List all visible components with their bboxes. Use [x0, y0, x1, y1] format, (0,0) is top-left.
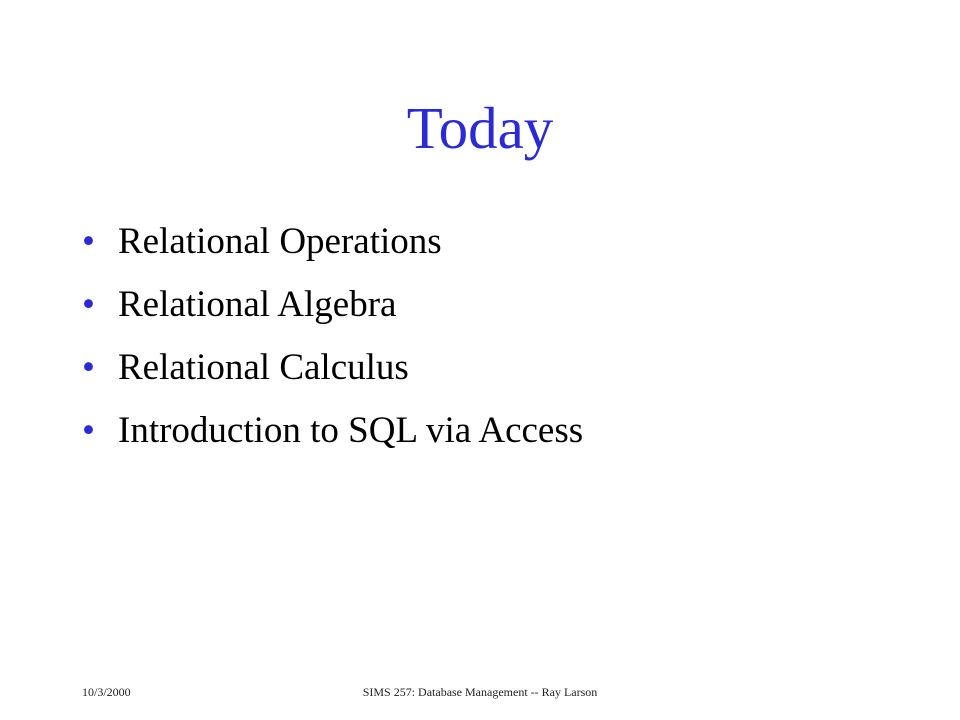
bullet-text: Relational Operations: [118, 221, 442, 262]
bullet-text: Relational Algebra: [118, 284, 397, 325]
bullet-item-relational-algebra: [82, 279, 583, 342]
bullet-item-relational-operations: [82, 216, 583, 279]
bullet-item-intro-sql-access: [82, 405, 583, 468]
bullet-icon: •: [82, 410, 95, 451]
bullet-item-relational-calculus: [82, 342, 583, 405]
slide-title: Today: [406, 95, 554, 161]
bullet-icon: •: [82, 221, 95, 262]
bullet-icon: •: [82, 284, 95, 325]
footer-course-title: SIMS 257: Database Management -- Ray Larson: [362, 685, 598, 699]
bullet-text: Introduction to SQL via Access: [118, 410, 584, 451]
bullet-text: Relational Calculus: [118, 347, 409, 388]
footer-date: 10/3/2000: [82, 685, 131, 699]
bullet-icon: •: [82, 347, 95, 388]
bullet-list: [82, 216, 583, 468]
